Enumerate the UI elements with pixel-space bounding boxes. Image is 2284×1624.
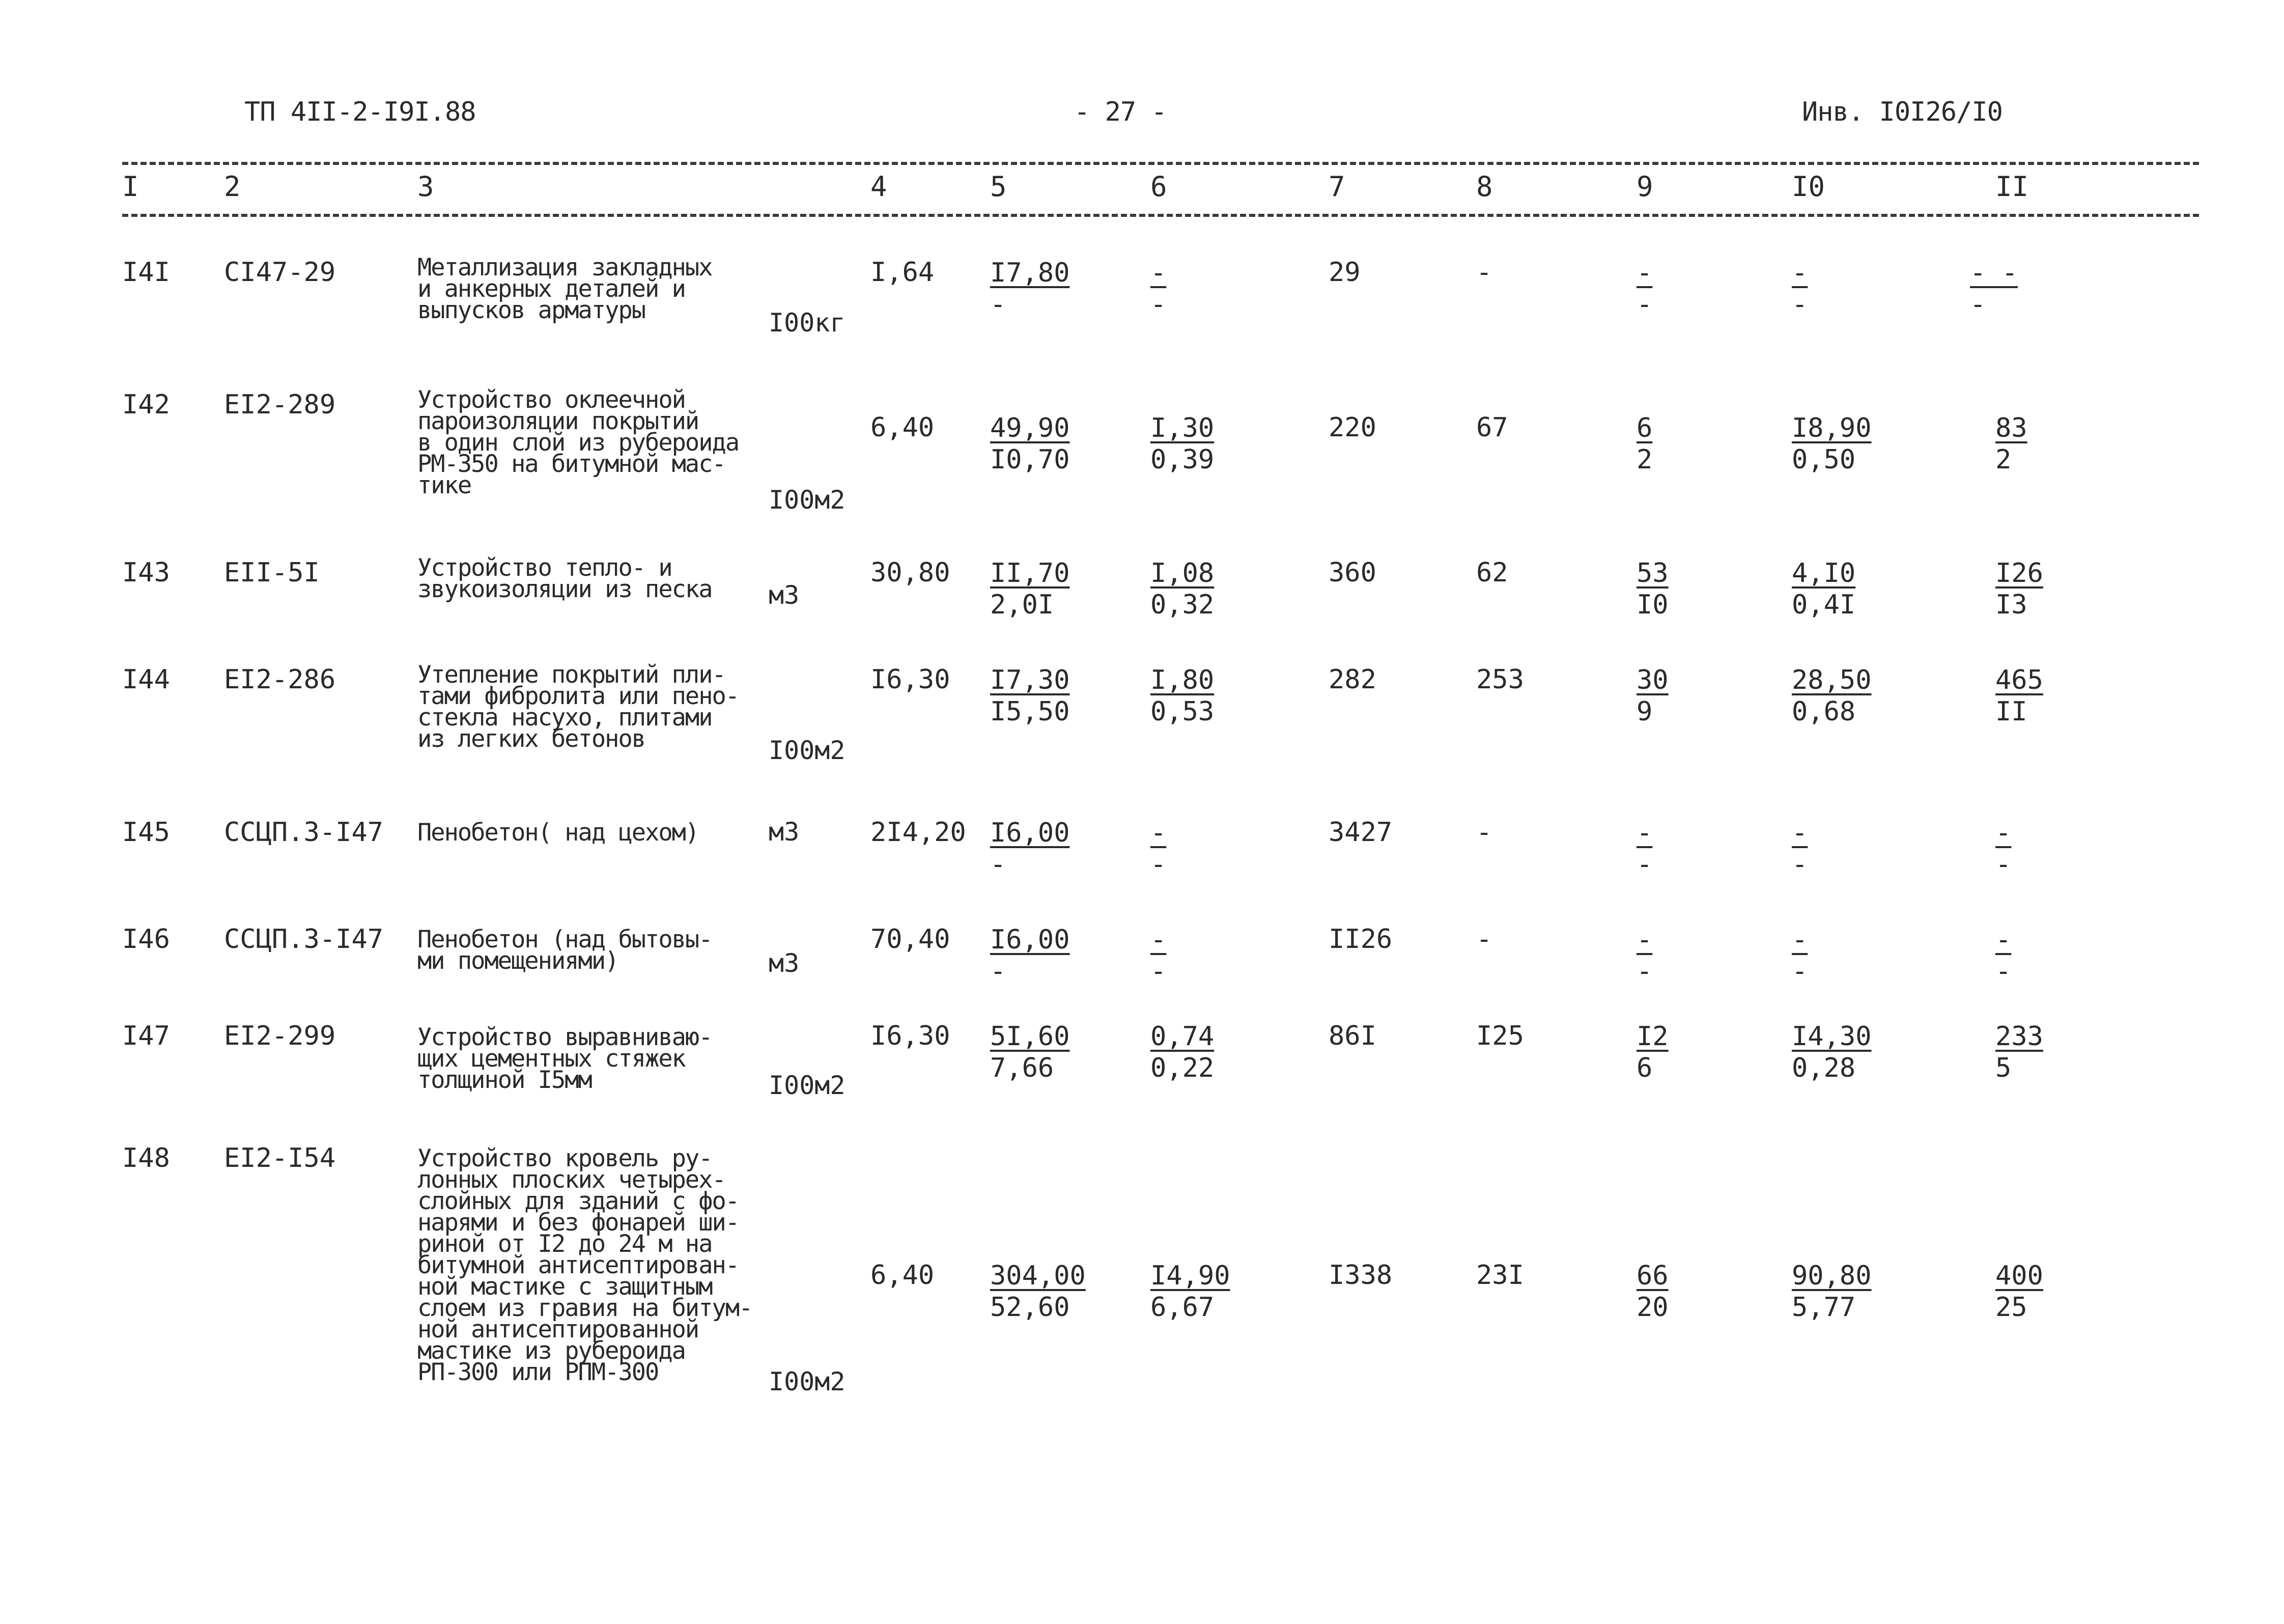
denominator: 20 [1637,1292,1669,1323]
numerator: I8,90 [1792,413,1872,443]
numerator: 304,00 [990,1261,1086,1291]
labor-fraction [1792,664,1872,727]
numerator: 49,90 [990,413,1070,443]
numerator: I4,90 [1150,1261,1230,1291]
labor-total-fraction [1995,557,2043,621]
denominator: 9 [1637,696,1653,727]
denominator: 5,77 [1792,1292,1856,1323]
labor-total-fraction [1995,1260,2043,1323]
column-number: 9 [1637,171,1653,203]
machine-fraction [1637,817,1652,880]
denominator: 0,4I [1792,590,1856,620]
page-number: - 27 - [1074,97,1167,127]
machine-fraction [1637,1260,1669,1323]
cost-fraction [1150,412,1214,475]
labor-total-fraction [1995,664,2043,727]
denominator: 0,50 [1792,444,1856,475]
quantity: I,64 [870,257,935,288]
denominator: - [990,956,1006,987]
numerator: 6 [1637,413,1653,443]
numerator: - [1637,258,1653,288]
column-number: 4 [870,171,887,203]
wage-cost: - [1476,257,1492,288]
unit: I00м2 [769,1367,845,1396]
total-cost: 360 [1329,557,1376,588]
cost-fraction [1150,924,1166,987]
row-number: I43 [122,557,170,588]
denominator: - [1792,956,1808,987]
cost-fraction [1150,557,1214,621]
unit: I00м2 [769,736,845,765]
unit: м3 [769,580,800,610]
cost-fraction [990,557,1070,621]
denominator: 0,53 [1150,696,1215,727]
wage-cost: 253 [1476,664,1524,695]
labor-fraction [1792,1021,1872,1084]
denominator: - [1637,956,1653,987]
numerator: 90,80 [1792,1261,1872,1291]
labor-total-fraction [1995,924,2011,987]
numerator: 53 [1637,558,1669,589]
numerator: - [1995,925,2012,955]
total-cost: 3427 [1329,817,1393,848]
labor-total-fraction [1995,817,2011,880]
column-number: 8 [1476,171,1493,203]
numerator: - [1792,925,1808,955]
cost-fraction [1150,257,1166,320]
column-number: 6 [1150,171,1167,203]
wage-cost: 67 [1476,412,1508,443]
unit: I00м2 [769,485,845,515]
denominator: 0,22 [1150,1053,1215,1083]
numerator: - [1150,818,1167,848]
total-cost: 29 [1329,257,1361,288]
denominator: - [1150,849,1167,880]
denominator: - [1150,289,1167,320]
cost-fraction [990,257,1070,320]
denominator: 0,32 [1150,590,1215,620]
denominator: - [990,289,1006,320]
row-number: I46 [122,924,170,955]
work-description: Устройство оклеечной пароизоляции покрытий в один слой из рубероида РМ-350 на битумной мас- тике [417,386,739,499]
row-number: I48 [122,1143,170,1173]
numerator: 83 [1995,413,2027,443]
work-description: Устройство выравниваю- щих цементных стяжек толщиной I5мм [417,1023,712,1094]
column-number: I [122,171,139,203]
doc-code: ТП 4II-2-I9I.88 [244,97,476,127]
rate-code: ЕII-5I [224,557,320,588]
machine-fraction [1637,257,1652,320]
denominator: 0,39 [1150,444,1215,475]
numerator: - [1637,818,1653,848]
denominator: 5 [1995,1053,2012,1083]
cost-fraction [990,664,1070,727]
numerator: I7,30 [990,665,1070,695]
machine-fraction [1637,924,1652,987]
labor-fraction [1792,257,1808,320]
denominator: I0,70 [990,444,1070,475]
numerator: 0,74 [1150,1021,1215,1052]
labor-fraction [1792,817,1808,880]
work-description: Утепление покрытий пли- тами фибролита или пено- стекла насухо, плитами из легких бетонов [417,661,739,753]
denominator: 6 [1637,1053,1653,1083]
rate-code: ЕI2-289 [224,389,336,420]
quantity: 70,40 [870,924,950,955]
cost-fraction [1150,664,1214,727]
numerator: 5I,60 [990,1021,1070,1052]
numerator: 30 [1637,665,1669,695]
unit: I00м2 [769,1071,845,1100]
denominator: - [1637,849,1653,880]
denominator: II [1995,696,2027,727]
total-cost: 220 [1329,412,1376,443]
numerator: I2 [1637,1021,1669,1052]
wage-cost: I25 [1476,1021,1524,1051]
column-number: 7 [1329,171,1345,203]
denominator: I3 [1995,590,2027,620]
total-cost: 282 [1329,664,1376,695]
work-description: Устройство тепло- и звукоизоляции из песка [417,554,712,603]
unit: м3 [769,817,800,847]
denominator: 0,28 [1792,1053,1856,1083]
work-description: Устройство кровель ру- лонных плоских четырех- слойных для зданий с фо- нарями и без фонарей ши- риной от I2 до 24 м на битумной антисептирован- ной мастике с защитным слоем из гравия на битум- ной антисептированной мастике из рубероида РП-300 или РПМ-300 [417,1144,752,1386]
labor-fraction [1792,924,1808,987]
inventory-number: Инв. I0I26/I0 [1802,97,2003,127]
numerator: 66 [1637,1261,1669,1291]
quantity: 6,40 [870,412,935,443]
numerator: - [1792,258,1808,288]
total-cost: II26 [1329,924,1393,955]
row-number: I45 [122,817,170,848]
wage-cost: 62 [1476,557,1508,588]
quantity: 2I4,20 [870,817,966,848]
quantity: 30,80 [870,557,950,588]
numerator: 233 [1995,1021,2043,1052]
total-cost: 86I [1329,1021,1376,1051]
cost-fraction [1150,1021,1214,1084]
quantity: 6,40 [870,1260,935,1291]
cost-fraction [990,1260,1086,1323]
labor-fraction [1792,557,1855,621]
denominator: 25 [1995,1292,2027,1323]
rate-code: ЕI2-299 [224,1021,336,1051]
quantity: I6,30 [870,1021,950,1051]
column-number: 3 [417,171,434,203]
numerator: - [1150,258,1167,288]
numerator: I6,00 [990,925,1070,955]
denominator: - [1970,289,1986,320]
numerator: I4,30 [1792,1021,1872,1052]
denominator: 2,0I [990,590,1054,620]
machine-fraction [1637,664,1669,727]
rate-code: ССЦП.3-I47 [224,817,384,848]
row-number: I42 [122,389,170,420]
denominator: 6,67 [1150,1292,1215,1323]
denominator: I5,50 [990,696,1070,727]
numerator: - [1637,925,1653,955]
quantity: I6,30 [870,664,950,695]
denominator: - [1150,956,1167,987]
total-cost: I338 [1329,1260,1393,1291]
rate-code: ССЦП.3-I47 [224,924,384,955]
numerator: II,70 [990,558,1070,589]
numerator: 400 [1995,1261,2043,1291]
column-number: 2 [224,171,241,203]
cost-fraction [990,817,1070,880]
denominator: 2 [1995,444,2012,475]
numerator: - [1995,818,2012,848]
column-number: II [1995,171,2029,203]
denominator: - [1637,289,1653,320]
numerator: 28,50 [1792,665,1872,695]
cost-fraction [990,1021,1070,1084]
numerator: 4,I0 [1792,558,1856,589]
numerator: I7,80 [990,258,1070,288]
denominator: - [1995,849,2012,880]
column-number: 5 [990,171,1007,203]
cost-fraction [990,924,1070,987]
row-number: I47 [122,1021,170,1051]
numerator: I6,00 [990,818,1070,848]
machine-fraction [1637,557,1669,621]
labor-total-fraction [1970,257,2018,320]
row-number: I4I [122,257,170,288]
numerator: - [1792,818,1808,848]
denominator: 2 [1637,444,1653,475]
cost-fraction [1150,1260,1230,1323]
numerator: - - [1970,258,2018,288]
denominator: - [1792,289,1808,320]
unit: I00кг [769,308,845,338]
cost-fraction [1150,817,1166,880]
numerator: I,80 [1150,665,1215,695]
denominator: - [1792,849,1808,880]
row-number: I44 [122,664,170,695]
labor-total-fraction [1995,1021,2043,1084]
table-top-rule [122,162,2199,165]
wage-cost: 23I [1476,1260,1524,1291]
work-description: Металлизация закладных и анкерных деталей и выпусков арматуры [417,254,712,324]
numerator: I,08 [1150,558,1215,589]
labor-fraction [1792,1260,1872,1323]
rate-code: ЕI2-I54 [224,1143,336,1173]
denominator: 52,60 [990,1292,1070,1323]
machine-fraction [1637,412,1652,475]
denominator: - [990,849,1006,880]
wage-cost: - [1476,817,1492,848]
cost-fraction [990,412,1070,475]
work-description: Пенобетон (над бытовы- ми помещениями) [417,926,712,975]
machine-fraction [1637,1021,1669,1084]
denominator: - [1995,956,2012,987]
rate-code: ЕI2-286 [224,664,336,695]
denominator: 0,68 [1792,696,1856,727]
numerator: I26 [1995,558,2043,589]
numerator: - [1150,925,1167,955]
unit: м3 [769,948,800,978]
wage-cost: - [1476,924,1492,955]
table-header-rule [122,214,2199,217]
denominator: I0 [1637,590,1669,620]
denominator: 7,66 [990,1053,1054,1083]
rate-code: СI47-29 [224,257,336,288]
work-description: Пенобетон( над цехом) [417,819,699,847]
labor-fraction [1792,412,1872,475]
numerator: I,30 [1150,413,1215,443]
numerator: 465 [1995,665,2043,695]
labor-total-fraction [1995,412,2027,475]
column-number: I0 [1792,171,1825,203]
